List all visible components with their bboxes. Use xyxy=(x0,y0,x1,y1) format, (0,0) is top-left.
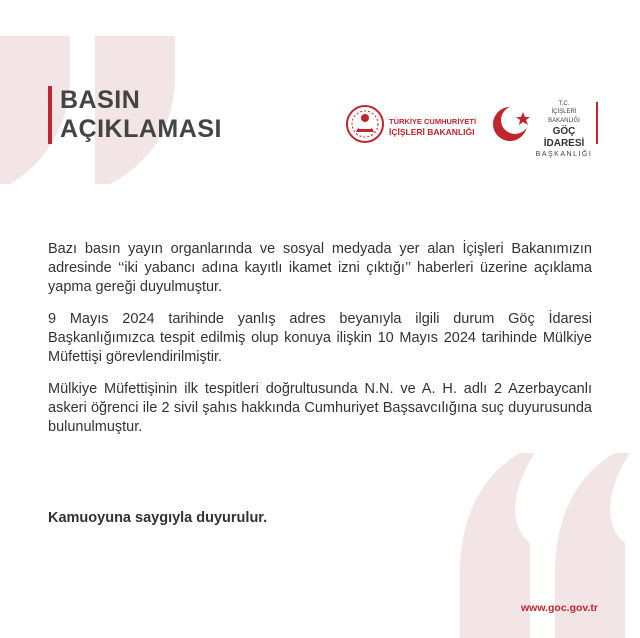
goc-line-1: İÇİŞLERİ BAKANLIĞI xyxy=(548,109,580,124)
icisleri-bakanligi-logo xyxy=(345,104,485,148)
goc-tc: T.C. xyxy=(558,101,570,107)
page-title xyxy=(48,86,222,144)
closing-line: Kamuoyuna saygıyla duyurulur. xyxy=(48,510,268,526)
crescent-star-icon xyxy=(490,104,534,149)
title-line-1: BASIN xyxy=(60,86,141,114)
ministry-emblem-icon xyxy=(345,104,385,149)
icb-line-2: İÇİŞLERİ BAKANLIĞI xyxy=(389,127,475,137)
statement-body xyxy=(48,240,592,450)
goc-line-2: GÖÇ İDARESİ xyxy=(543,126,585,149)
goc-idaresi-logo xyxy=(490,100,600,158)
icb-wordmark xyxy=(389,117,476,137)
icb-line-1: TÜRKİYE CUMHURİYETİ xyxy=(389,117,477,126)
goc-line-3: BAŞKANLIĞI xyxy=(535,151,593,158)
paragraph-1: Bazı basın yayın organlarında ve sosyal medyada yer alan İçişleri Bakanımızın adresinde ‘‘iki yabancı adına kayıtlı ikamet izni çıktığı’’ haberleri üzerine açıklama yapma gereği duyulmuştur. xyxy=(48,241,592,295)
paragraph-3: Mülkiye Müfettişinin ilk tespitleri doğrultusunda N.N. ve A. H. adlı 2 Azerbaycanlı askeri öğrenci ile 2 sivil şahıs hakkında Cumhuriyet Başsavcılığına suç duyurusunda bulunulmuştur. xyxy=(48,381,592,435)
goc-accent-bar xyxy=(596,102,598,144)
title-line-2: AÇIKLAMASI xyxy=(60,115,222,143)
paragraph-2: 9 Mayıs 2024 tarihinde yanlış adres beyanıyla ilgili durum Göç İdaresi Başkanlığımızca tespit edilmiş olup konuya ilişkin 10 Mayıs 2024 tarihinde Mülkiye Müfettişi görevlendirilmiştir. xyxy=(48,311,592,365)
website-url: www.goc.gov.tr xyxy=(520,602,598,614)
goc-wordmark xyxy=(535,100,593,160)
